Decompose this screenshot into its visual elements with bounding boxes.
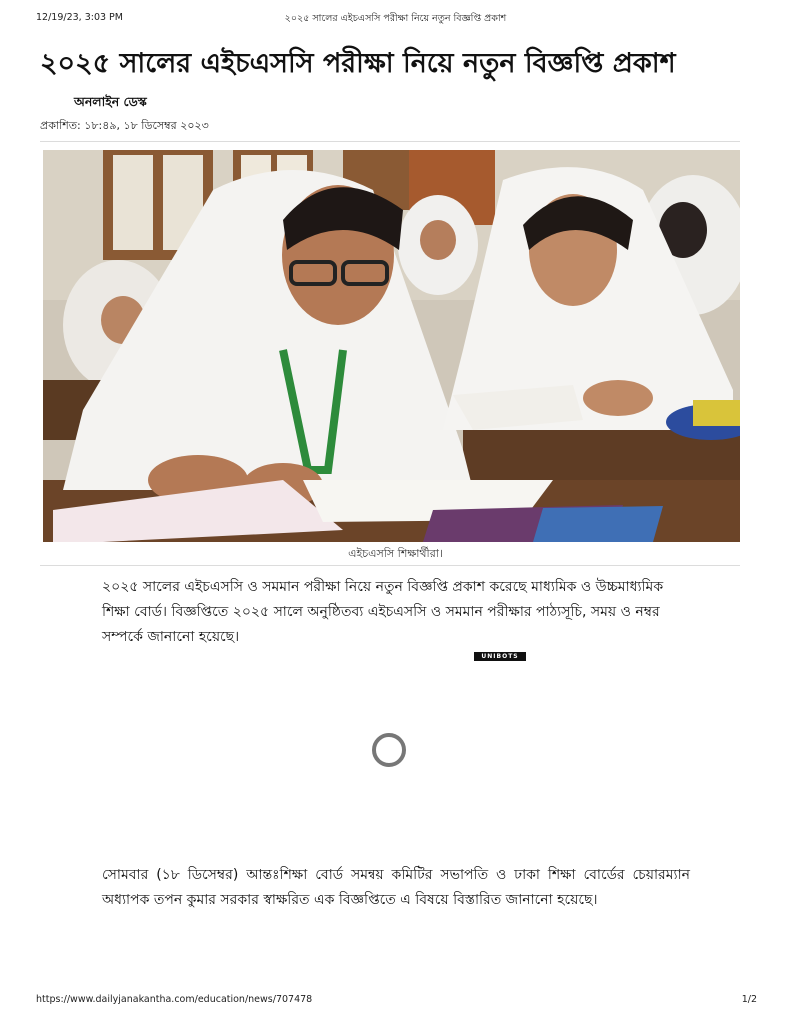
author-name: অনলাইন ডেস্ক xyxy=(74,94,147,109)
image-caption: এইচএসসি শিক্ষার্থীরা। xyxy=(348,547,443,560)
divider xyxy=(40,141,740,142)
divider xyxy=(40,565,740,566)
loading-spinner-icon xyxy=(372,733,406,767)
ad-label[interactable]: UNIBOTS xyxy=(474,652,526,661)
print-header xyxy=(0,12,791,28)
published-date: প্রকাশিত: ১৮:৪৯, ১৮ ডিসেম্বর ২০২৩ xyxy=(40,119,209,132)
article-paragraph: সোমবার (১৮ ডিসেম্বর) আন্তঃশিক্ষা বোর্ড সমন্বয় কমিটির সভাপতি ও ঢাকা শিক্ষা বোর্ডের চেয়ারম্যান অধ্যাপক তপন কুমার সরকার স্বাক্ষরিত এক বিজ্ঞপ্তিতে এ বিষয়ে বিস্তারিত জানানো হয়েছে। xyxy=(102,867,690,908)
print-document-title: ২০২৫ সালের এইচএসসি পরীক্ষা নিয়ে নতুন বিজ্ঞপ্তি প্রকাশ xyxy=(284,13,507,24)
article-paragraph: ২০২৫ সালের এইচএসসি ও সমমান পরীক্ষা নিয়ে নতুন বিজ্ঞপ্তি প্রকাশ করেছে মাধ্যমিক ও উচ্চমাধ্যমিক শিক্ষা বোর্ড। বিজ্ঞপ্তিতে ২০২৫ সালে অনুষ্ঠিতব্য এইচএসসি ও সমমান পরীক্ষার পাঠ্যসূচি, সময় ও নম্বর সম্পর্কে জানানো হয়েছে। xyxy=(102,579,664,645)
page-number: 1/2 xyxy=(741,994,757,1005)
print-datetime: 12/19/23, 3:03 PM xyxy=(36,12,123,23)
article-headline: ২০২৫ সালের এইচএসসি পরীক্ষা নিয়ে নতুন বিজ্ঞপ্তি প্রকাশ xyxy=(40,48,676,79)
article-photo xyxy=(43,150,740,542)
page-url[interactable]: https://www.dailyjanakantha.com/education/news/707478 xyxy=(36,994,313,1005)
